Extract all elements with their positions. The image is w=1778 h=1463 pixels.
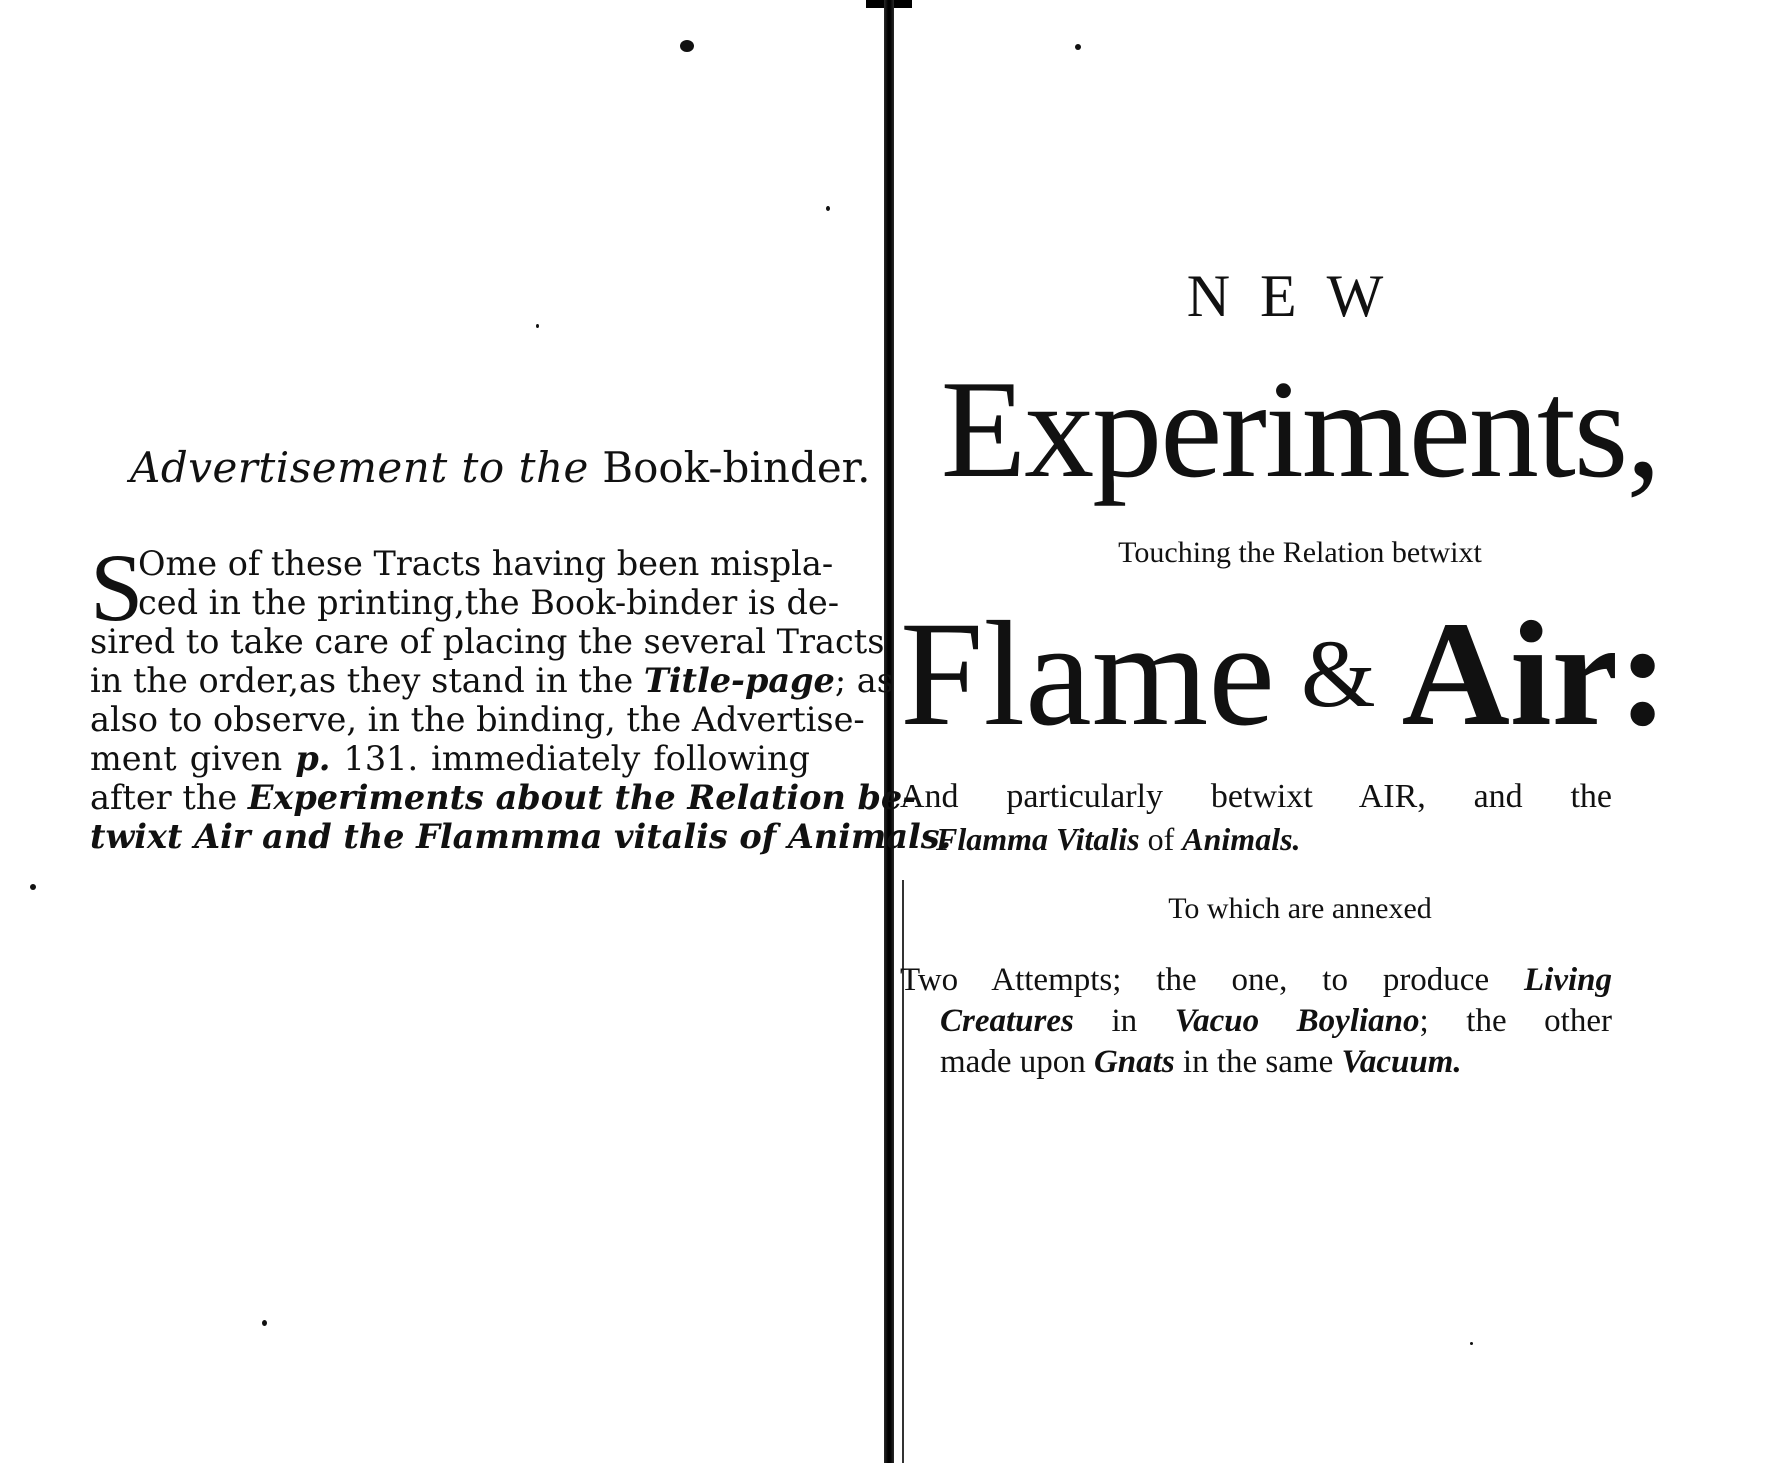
italic-text: Animals. <box>1182 821 1301 857</box>
italic-text: Creatures <box>940 1003 1074 1039</box>
advertisement-line <box>90 544 834 583</box>
title-flamma-vitalis <box>936 818 1636 860</box>
title-flame: Flame <box>900 591 1275 757</box>
heading-roman: Book-binder. <box>602 443 871 492</box>
roman-text: ced in the printing,the Book-binder is de- <box>138 583 840 622</box>
roman-text: after the <box>90 778 248 817</box>
roman-text: made upon <box>940 1044 1094 1080</box>
title-new: NEW <box>1186 263 1414 329</box>
roman-text: Two Attempts; the one, to produce <box>900 962 1524 998</box>
advertisement-body <box>90 534 952 856</box>
attempts-line <box>900 1042 1612 1083</box>
advertisement-line <box>90 700 865 739</box>
advertisement-line <box>90 622 885 661</box>
advertisement-line <box>90 661 894 700</box>
title-two-attempts <box>900 960 1612 1083</box>
roman-text: also to observe, in the binding, the Advertise- <box>90 700 865 739</box>
book-gutter <box>884 0 894 1463</box>
ink-speck <box>1470 1342 1473 1345</box>
title-experiments: Experiments, <box>940 352 1660 507</box>
drop-cap: S <box>90 534 144 641</box>
title-and-particularly: And particularly betwixt AIR, and the <box>900 778 1612 815</box>
italic-text: Vacuum. <box>1341 1044 1462 1080</box>
italic-text: Experiments about the Relation be- <box>247 778 917 817</box>
roman-text: Ome of these Tracts having been mispla- <box>138 544 834 583</box>
title-flame-and-air <box>900 591 1669 757</box>
roman-text: in the same <box>1174 1044 1342 1080</box>
advertisement-heading <box>130 440 871 496</box>
italic-text: twixt Air and the Flammma vitalis of Animals. <box>90 817 952 856</box>
advertisement-line <box>90 739 810 778</box>
title-annexed: To which are annexed <box>1168 892 1432 925</box>
italic-text: Living <box>1524 962 1612 998</box>
roman-text: ; the other <box>1419 1003 1612 1039</box>
ink-speck <box>826 206 830 211</box>
ink-speck <box>536 324 539 328</box>
italic-text: Title-page <box>643 661 835 700</box>
italic-text: Gnats <box>1093 1044 1175 1080</box>
italic-text: Vacuo Boyliano <box>1174 1003 1420 1039</box>
ink-speck <box>30 884 36 890</box>
heading-italic: Advertisement to the <box>130 443 589 492</box>
italic-text: p. <box>295 739 331 778</box>
roman-text: in the order,as they stand in the <box>90 661 644 700</box>
roman-text: ; as <box>834 661 894 700</box>
roman-text: of <box>1139 821 1183 857</box>
advertisement-line <box>90 778 917 817</box>
title-air: Air: <box>1401 591 1669 757</box>
attempts-line <box>900 1001 1612 1042</box>
ink-speck <box>680 40 694 52</box>
roman-text: in <box>1073 1003 1175 1039</box>
ink-speck <box>262 1320 267 1326</box>
italic-text: Flamma Vitalis <box>936 821 1140 857</box>
title-ampersand: & <box>1300 620 1376 727</box>
attempts-line <box>900 960 1612 1001</box>
roman-text: ment given <box>90 739 296 778</box>
roman-text: 131. immediately following <box>330 739 810 778</box>
ink-speck <box>1075 44 1081 50</box>
roman-text: sired to take care of placing the several Tracts <box>90 622 885 661</box>
advertisement-line <box>90 817 952 856</box>
advertisement-line <box>90 583 840 622</box>
title-touching: Touching the Relation betwixt <box>1118 536 1482 569</box>
